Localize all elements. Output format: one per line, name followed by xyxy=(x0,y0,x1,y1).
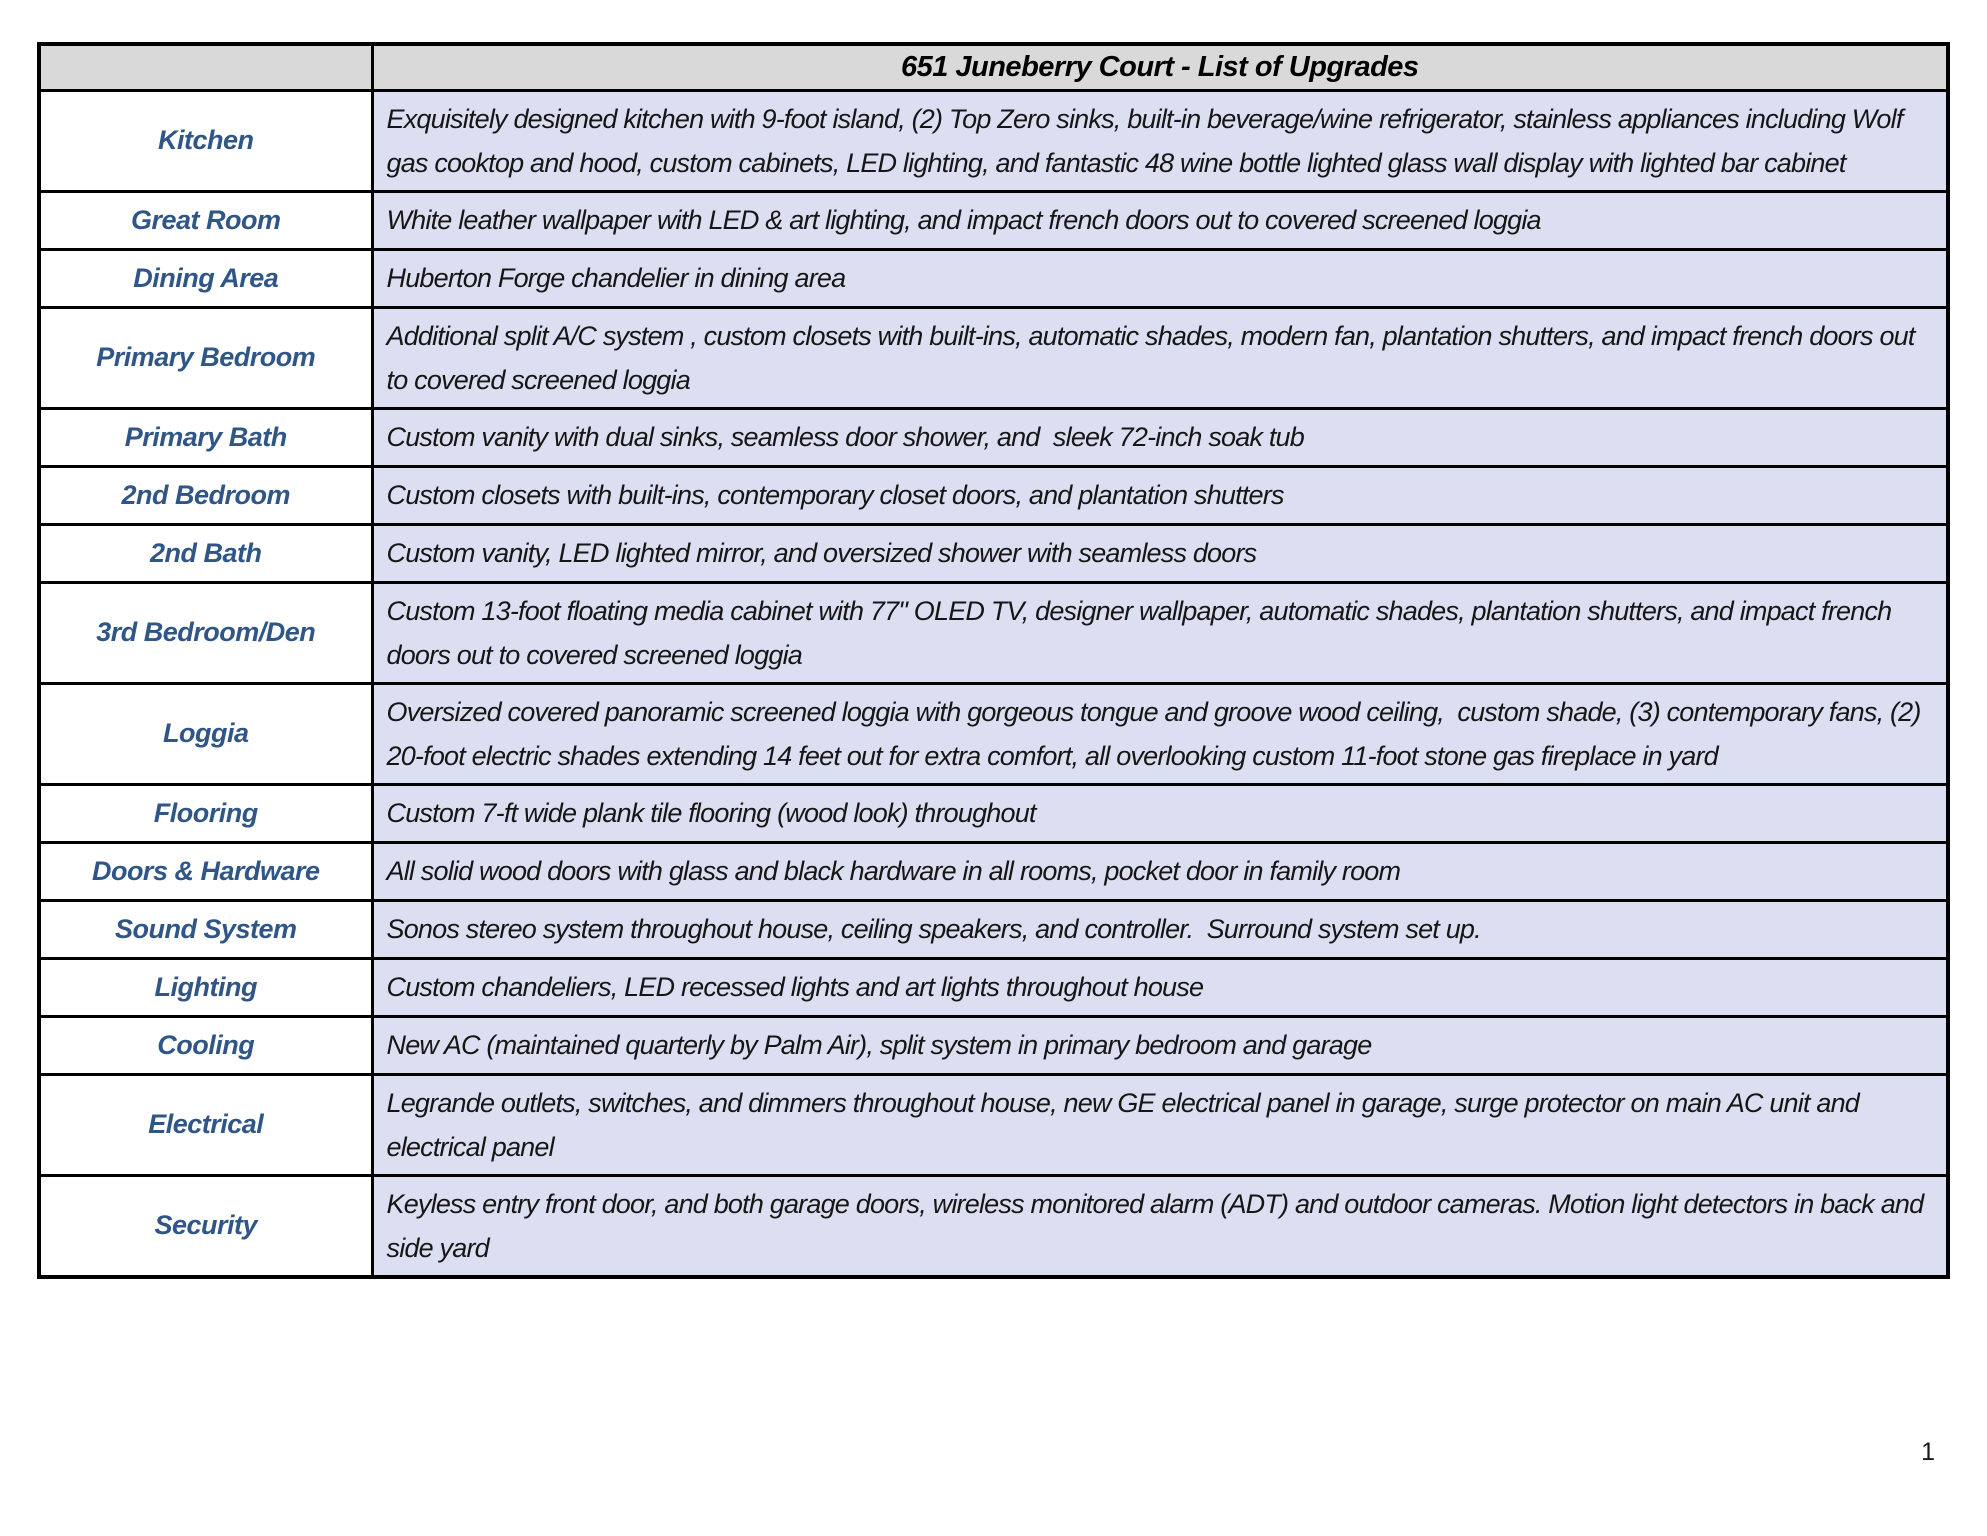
row-description: Keyless entry front door, and both garage doors, wireless monitored alarm (ADT) and outdoor cameras. Motion light detectors in back and side yard xyxy=(372,1175,1948,1277)
table-row xyxy=(39,1016,1948,1074)
row-label: Electrical xyxy=(39,1074,372,1175)
row-label: 2nd Bath xyxy=(39,524,372,582)
table-row xyxy=(39,307,1948,408)
table-row xyxy=(39,842,1948,900)
table-title: 651 Juneberry Court - List of Upgrades xyxy=(372,44,1948,90)
row-label: Cooling xyxy=(39,1016,372,1074)
table-row xyxy=(39,1074,1948,1175)
row-label: Sound System xyxy=(39,900,372,958)
table-row xyxy=(39,90,1948,191)
row-description: Custom 7-ft wide plank tile flooring (wood look) throughout xyxy=(372,784,1948,842)
row-description: Custom vanity, LED lighted mirror, and oversized shower with seamless doors xyxy=(372,524,1948,582)
row-description: New AC (maintained quarterly by Palm Air), split system in primary bedroom and garage xyxy=(372,1016,1948,1074)
row-label: Primary Bedroom xyxy=(39,307,372,408)
table-row xyxy=(39,408,1948,466)
row-label: Primary Bath xyxy=(39,408,372,466)
upgrades-table-body xyxy=(39,44,1948,1277)
row-description: Custom 13-foot floating media cabinet with 77" OLED TV, designer wallpaper, automatic shades, plantation shutters, and impact french doors out to covered screened loggia xyxy=(372,582,1948,683)
row-description: Custom closets with built-ins, contemporary closet doors, and plantation shutters xyxy=(372,466,1948,524)
row-label: Great Room xyxy=(39,191,372,249)
table-row xyxy=(39,191,1948,249)
row-description: Oversized covered panoramic screened loggia with gorgeous tongue and groove wood ceiling, custom shade, (3) contemporary fans, (2) 20-foot electric shades extending 14 feet out for extra comfort, all overlooking custom 11-foot stone gas fireplace in yard xyxy=(372,683,1948,784)
row-label: 2nd Bedroom xyxy=(39,466,372,524)
page-number: 1 xyxy=(1921,1438,1935,1466)
row-description: Sonos stereo system throughout house, ceiling speakers, and controller. Surround system set up. xyxy=(372,900,1948,958)
row-description: Additional split A/C system , custom closets with built-ins, automatic shades, modern fan, plantation shutters, and impact french doors out to covered screened loggia xyxy=(372,307,1948,408)
row-description: Custom vanity with dual sinks, seamless door shower, and sleek 72-inch soak tub xyxy=(372,408,1948,466)
table-row xyxy=(39,249,1948,307)
row-label: Security xyxy=(39,1175,372,1277)
row-label: Doors & Hardware xyxy=(39,842,372,900)
row-description: Legrande outlets, switches, and dimmers throughout house, new GE electrical panel in garage, surge protector on main AC unit and electrical panel xyxy=(372,1074,1948,1175)
table-row xyxy=(39,466,1948,524)
row-label: Loggia xyxy=(39,683,372,784)
table-row xyxy=(39,958,1948,1016)
row-description: All solid wood doors with glass and black hardware in all rooms, pocket door in family room xyxy=(372,842,1948,900)
row-description: Huberton Forge chandelier in dining area xyxy=(372,249,1948,307)
table-header-row xyxy=(39,44,1948,90)
table-row xyxy=(39,524,1948,582)
row-label: Lighting xyxy=(39,958,372,1016)
row-description: Custom chandeliers, LED recessed lights and art lights throughout house xyxy=(372,958,1948,1016)
row-label: Kitchen xyxy=(39,90,372,191)
table-row xyxy=(39,1175,1948,1277)
table-row xyxy=(39,784,1948,842)
row-description: White leather wallpaper with LED & art lighting, and impact french doors out to covered screened loggia xyxy=(372,191,1948,249)
table-row xyxy=(39,683,1948,784)
row-label: Dining Area xyxy=(39,249,372,307)
row-label: Flooring xyxy=(39,784,372,842)
table-row xyxy=(39,900,1948,958)
table-row xyxy=(39,582,1948,683)
header-empty-cell xyxy=(39,44,372,90)
upgrades-table xyxy=(37,42,1950,1279)
row-label: 3rd Bedroom/Den xyxy=(39,582,372,683)
row-description: Exquisitely designed kitchen with 9-foot island, (2) Top Zero sinks, built-in beverage/wine refrigerator, stainless appliances including Wolf gas cooktop and hood, custom cabinets, LED lighting, and fantastic 48 wine bottle lighted glass wall display with lighted bar cabinet xyxy=(372,90,1948,191)
